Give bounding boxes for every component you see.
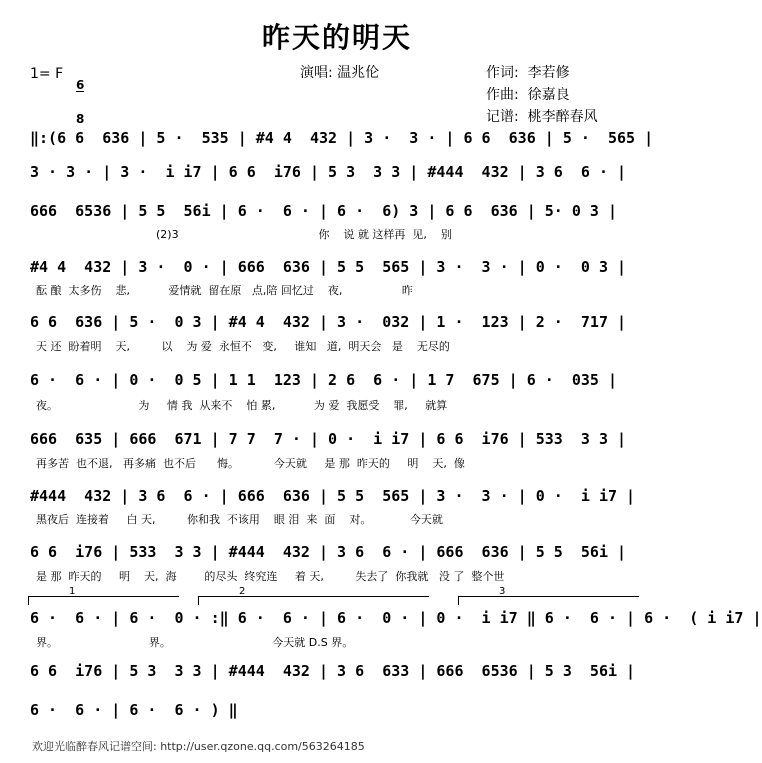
score-line-3: 666 6536 | 5 5 56i | 6 · 6 · | 6 · 6) 3 | 6 6 636 | 5· 0 3 | <box>30 202 617 220</box>
meter-bottom: 8 <box>76 112 85 126</box>
meter-top: 6 <box>76 78 85 92</box>
lyric-line-3: (2)3 你 说 就 这样再 见, 别 <box>156 228 452 241</box>
lyricist-credit: 作词: 李若修 <box>486 65 570 81</box>
lyric-line-5: 天 还 盼着明 天, 以 为 爱 永恒不 变, 谁知 道, 明天会 是 无尽的 <box>36 340 450 353</box>
lyric-line-10: 界。 界。 今天就 D.S 界。 <box>36 636 354 649</box>
transcriber-credit: 记谱: 桃李醉春风 <box>486 109 598 125</box>
lyric-line-7: 再多苦 也不退, 再多痛 也不后 悔。 今天就 是 那 昨天的 明 天, 像 <box>36 457 465 470</box>
volta-2: 2 <box>198 596 429 605</box>
score-line-1: ‖:(6 6 636 | 5 · 535 | #4 4 432 | 3 · 3 · | 6 6 636 | 5 · 565 | <box>30 129 654 147</box>
time-signature <box>76 58 84 136</box>
score-line-5: 6 6 636 | 5 · 0 3 | #4 4 432 | 3 · 032 | 1 · 123 | 2 · 717 | <box>30 313 627 331</box>
score-line-7: 666 635 | 666 671 | 7 7 7 · | 0 · i i7 | 6 6 i76 | 533 3 3 | <box>30 430 627 448</box>
score-title: 昨天的明天 <box>261 21 412 54</box>
volta-3: 3 <box>458 596 639 605</box>
lyric-line-8: 黑夜后 连接着 白 天, 你和我 不该用 眼 泪 来 面 对。 今天就 <box>36 513 443 526</box>
score-line-6: 6 · 6 · | 0 · 0 5 | 1 1 123 | 2 6 6 · | 1 7 675 | 6 · 035 | <box>30 371 617 389</box>
score-line-8: #444 432 | 3 6 6 · | 666 636 | 5 5 565 | 3 · 3 · | 0 · i i7 | <box>30 487 636 505</box>
score-line-4: #4 4 432 | 3 · 0 · | 666 636 | 5 5 565 | 3 · 3 · | 0 · 0 3 | <box>30 258 627 276</box>
singer-credit: 演唱: 温兆伦 <box>300 65 380 81</box>
volta-1: 1 <box>28 596 179 605</box>
composer-credit: 作曲: 徐嘉良 <box>486 87 570 103</box>
footer-text: 欢迎光临醉春风记谱空间: http://user.qzone.qq.com/563264185 <box>32 740 365 753</box>
key-signature: 1= F <box>30 66 64 82</box>
score-line-12: 6 · 6 · | 6 · 6 · ) ‖ <box>30 701 238 719</box>
score-line-9: 6 6 i76 | 533 3 3 | #444 432 | 3 6 6 · | 666 636 | 5 5 56i | <box>30 543 627 561</box>
score-line-2: 3 · 3 · | 3 · i i7 | 6 6 i76 | 5 3 3 3 | #444 432 | 3 6 6 · | <box>30 163 627 181</box>
lyric-line-4: 酝 酿 太多伤 悲, 爱情就 留在原 点,陪 回忆过 夜, 昨 <box>36 284 413 297</box>
score-line-10: 6 · 6 · | 6 · 0 · :‖ 6 · 6 · | 6 · 0 · | 0 · i i7 ‖ 6 · 6 · | 6 · ( i i7 | <box>30 609 762 627</box>
lyric-line-9: 是 那 昨天的 明 天, 海 的尽头 终究连 着 天, 失去了 你我就 没 了 整个世 <box>36 570 505 583</box>
lyric-line-6: 夜。 为 情 我 从来不 怕 累, 为 爱 我愿受 罪, 就算 <box>36 399 448 412</box>
score-line-11: 6 6 i76 | 5 3 3 3 | #444 432 | 3 6 633 | 666 6536 | 5 3 56i | <box>30 662 636 680</box>
